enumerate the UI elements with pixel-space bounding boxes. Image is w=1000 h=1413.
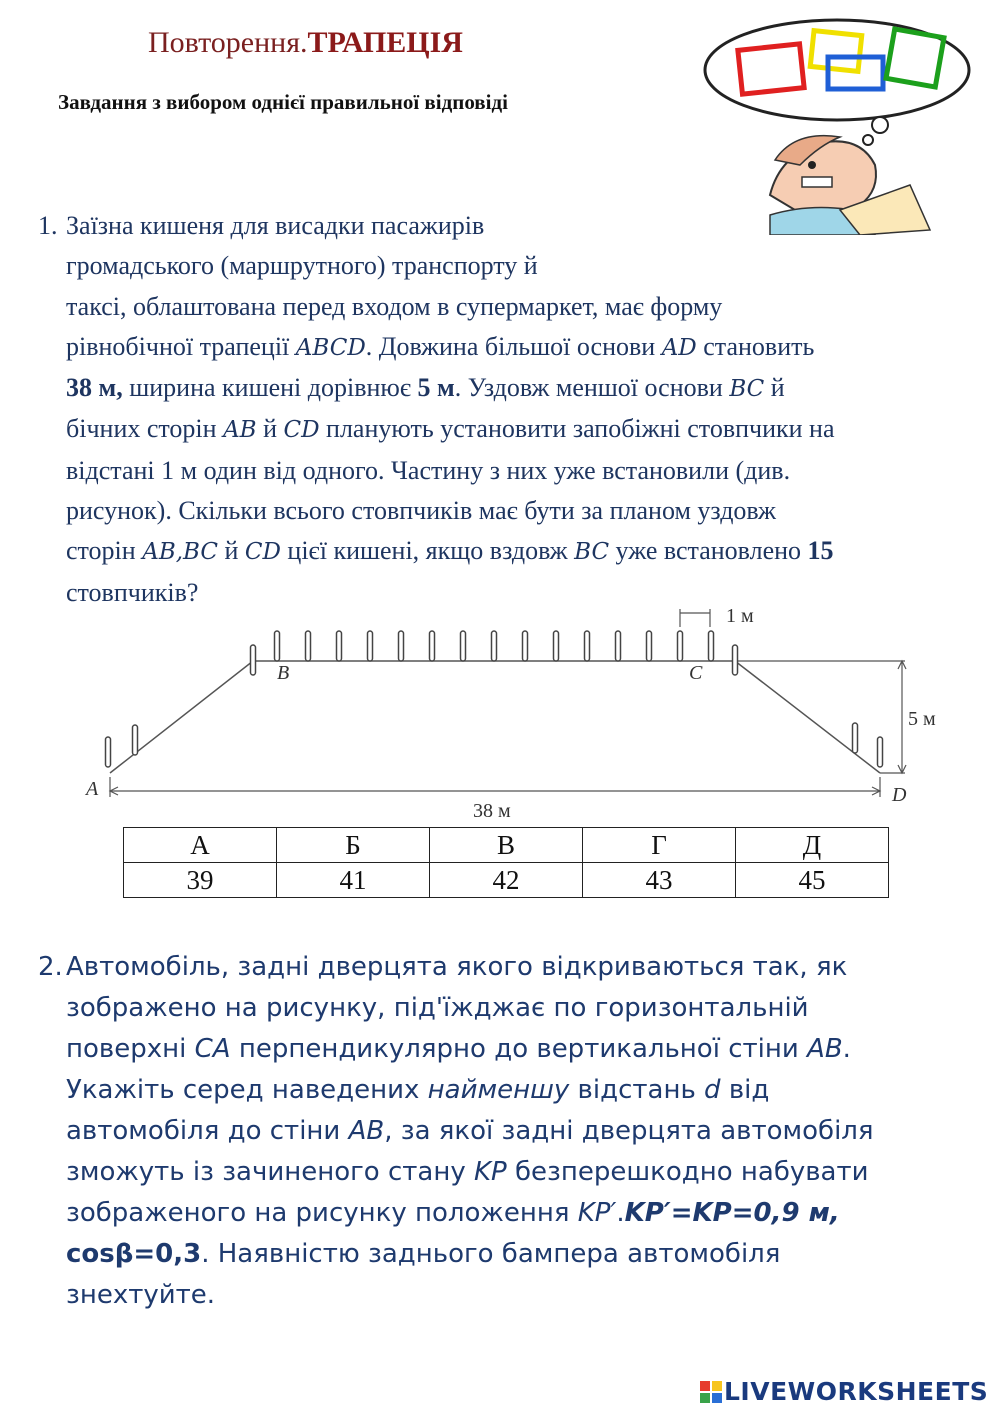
task1-line: громадського (маршрутного) транспорту й — [66, 251, 538, 281]
math-d: d — [704, 1075, 721, 1105]
post-bc — [585, 631, 590, 661]
answer-value[interactable]: 42 — [430, 863, 583, 898]
task1-text: рівнобічної трапеції — [66, 331, 296, 361]
task2-text: зображеного на рисунку положення — [66, 1198, 578, 1228]
math-ab: AB — [807, 1034, 843, 1064]
label-d: D — [892, 784, 907, 806]
task1-line: відстані 1 м один від одного. Частину з них уже встановили (див. — [66, 455, 791, 485]
task2-text: , за якої задні дверцята автомобіля — [384, 1116, 874, 1146]
post-ab — [133, 725, 138, 755]
title-prefix: Повторення. — [148, 26, 308, 59]
task1-text: цієї кишені, якщо вздовж — [280, 536, 575, 566]
math-cd: CD — [244, 539, 281, 566]
task2-text: Автомобіль, задні дверцята якого відкриваються так, як — [66, 952, 848, 982]
task1-text: . Уздовж меншої основи — [454, 373, 730, 403]
task-1 — [38, 206, 968, 613]
math-bc: BC — [574, 539, 610, 566]
answer-value[interactable]: 41 — [277, 863, 430, 898]
answer-letter[interactable]: В — [430, 828, 583, 863]
task2-text: зможуть із зачиненого стану — [66, 1157, 474, 1187]
answer-value[interactable]: 43 — [583, 863, 736, 898]
task1-text: сторін — [66, 536, 143, 566]
page-title — [148, 26, 463, 60]
task1-text: бічних сторін — [66, 414, 224, 444]
post-bc — [647, 631, 652, 661]
math-ab-bc: AB,BC — [142, 539, 218, 566]
math-kp-prime: KP′ — [577, 1198, 617, 1228]
answer-table — [123, 827, 889, 898]
page-subtitle: Завдання з вибором однієї правильної відповіді — [58, 90, 508, 114]
task1-line: рисунок). Скільки всього стовпчиків має бути за планом уздовж — [66, 496, 776, 526]
task2-number: 2. — [38, 952, 63, 982]
answer-letters-row — [124, 828, 889, 863]
bold-value: 5 м — [417, 373, 455, 403]
bold-value: 15 — [807, 536, 834, 566]
answer-values-row — [124, 863, 889, 898]
post-ab — [251, 645, 256, 675]
task-2 — [38, 947, 978, 1316]
post-bc — [492, 631, 497, 661]
math-ab: AB — [223, 417, 257, 444]
post-bc — [678, 631, 683, 661]
task2-text: Укажіть серед наведених — [66, 1075, 428, 1105]
answer-letter[interactable]: Г — [583, 828, 736, 863]
liveworksheets-logo[interactable] — [700, 1377, 988, 1406]
answer-value[interactable]: 45 — [736, 863, 889, 898]
math-kp: KP — [473, 1157, 507, 1187]
math-ca: CA — [194, 1034, 231, 1064]
task2-line — [38, 1152, 978, 1193]
dim-step-label: 1 м — [726, 605, 754, 627]
task1-text: становить — [696, 331, 815, 361]
task1-text: ширина кишені дорівнює — [122, 373, 418, 403]
task2-text: . — [616, 1198, 625, 1228]
post-cd — [733, 645, 738, 675]
task2-text: перпендикулярно до вертикальної стіни — [230, 1034, 808, 1064]
bold-value: 38 м, — [66, 373, 123, 403]
task2-line — [38, 1234, 978, 1275]
task1-line — [38, 409, 968, 450]
post-bc — [554, 631, 559, 661]
task1-text: й — [256, 414, 284, 444]
emphasis-word: найменшу — [427, 1075, 570, 1105]
post-bc — [616, 631, 621, 661]
task1-text: й — [764, 373, 785, 403]
task1-line — [38, 368, 968, 409]
math-cd: CD — [283, 417, 320, 444]
math-abcd: ABCD — [295, 334, 366, 361]
post-bc — [399, 631, 404, 661]
task2-text: відстань — [569, 1075, 705, 1105]
answer-letter[interactable]: Д — [736, 828, 889, 863]
label-c: C — [689, 662, 703, 684]
task1-line — [38, 531, 968, 572]
post-bc — [275, 631, 280, 661]
task1-text: й — [217, 536, 245, 566]
task2-line — [38, 1111, 978, 1152]
post-bc — [461, 631, 466, 661]
task2-line — [38, 947, 978, 988]
label-a: A — [86, 778, 99, 800]
task2-line: зображено на рисунку, під'їжджає по горизонтальній — [66, 993, 809, 1023]
task1-line: стовпчиків? — [66, 577, 199, 607]
dim-base-label: 38 м — [473, 800, 511, 822]
task1-text: уже встановлено — [609, 536, 808, 566]
task1-number: 1. — [38, 211, 58, 240]
post-ab — [106, 737, 111, 767]
task2-text: безперешкодно набувати — [506, 1157, 869, 1187]
task2-line: знехтуйте. — [66, 1280, 216, 1310]
trapezoid-outline — [110, 661, 880, 773]
task2-line — [38, 1029, 978, 1070]
task2-text: автомобіля до стіни — [66, 1116, 349, 1146]
dim-height-label: 5 м — [908, 708, 936, 730]
task1-line: таксі, облаштована перед входом в супермаркет, має форму — [66, 291, 723, 321]
answer-letter[interactable]: А — [124, 828, 277, 863]
task1-text: Заїзна кишеня для висадки пасажирів — [66, 211, 485, 240]
posts-group — [106, 631, 883, 767]
post-bc — [306, 631, 311, 661]
task1-line — [38, 206, 968, 246]
post-bc — [523, 631, 528, 661]
answer-letter[interactable]: Б — [277, 828, 430, 863]
math-ab: AB — [348, 1116, 385, 1146]
task1-text: планують установити запобіжні стовпчики на — [319, 414, 835, 444]
task2-text: поверхні — [66, 1034, 195, 1064]
post-cd — [853, 723, 858, 753]
logo-icon — [700, 1381, 722, 1403]
post-bc — [709, 631, 714, 661]
task2-line — [38, 1070, 978, 1111]
post-bc — [430, 631, 435, 661]
bold-value: KP′=KP=0,9 м, — [624, 1198, 840, 1228]
math-bc: BC — [729, 376, 765, 403]
title-topic: ТРАПЕЦІЯ — [307, 26, 463, 59]
post-cd — [878, 737, 883, 767]
task2-line — [38, 1193, 978, 1234]
task1-text: . Довжина більшої основи — [365, 331, 662, 361]
post-bc — [337, 631, 342, 661]
answer-value[interactable]: 39 — [124, 863, 277, 898]
bold-value: cosβ=0,3 — [66, 1239, 202, 1269]
task1-line — [38, 327, 968, 368]
task2-text: від — [720, 1075, 770, 1105]
task2-text: . Наявністю заднього бампера автомобіля — [201, 1239, 781, 1269]
thinking-student-illustration — [700, 15, 985, 235]
logo-text: LIVEWORKSHEETS — [724, 1377, 989, 1406]
task2-text: . — [842, 1034, 851, 1064]
math-ad: AD — [661, 334, 697, 361]
label-b: B — [277, 662, 290, 684]
post-bc — [368, 631, 373, 661]
trapezoid-figure — [70, 605, 960, 825]
